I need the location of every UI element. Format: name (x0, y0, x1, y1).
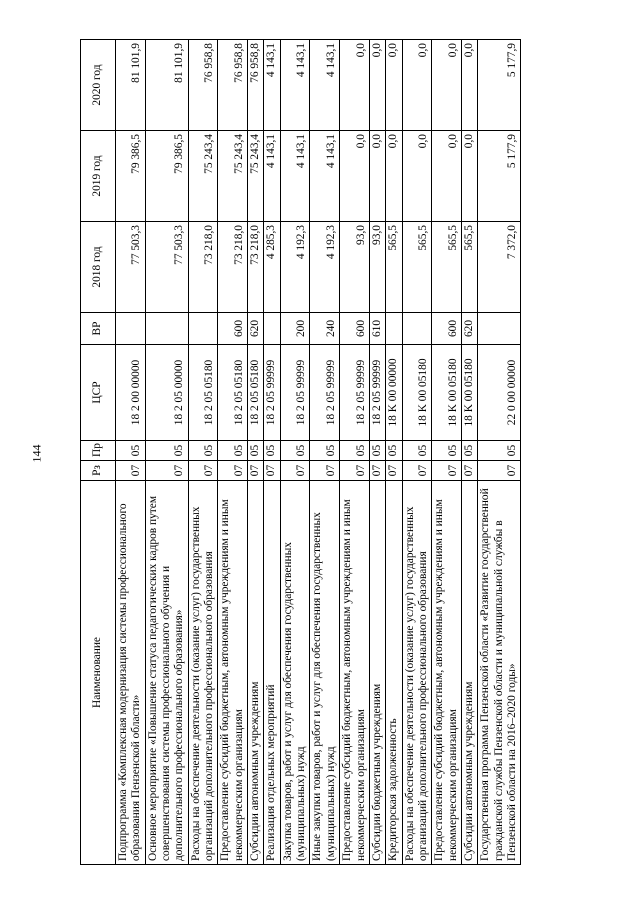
header-vr: ВР (81, 313, 116, 345)
cell-2018: 73 218,0 (188, 222, 218, 313)
header-2019: 2019 год (81, 131, 116, 222)
cell-2019: 4 143,1 (264, 131, 280, 222)
cell-csr: 18 2 05 99999 (310, 345, 340, 441)
cell-csr: 22 0 00 00000 (478, 345, 521, 441)
table-row (478, 40, 521, 865)
cell-pr: 05 (218, 441, 248, 461)
cell-vr: 600 (218, 313, 248, 345)
cell-2018: 565,5 (386, 222, 402, 313)
cell-vr (386, 313, 402, 345)
cell-vr (402, 313, 432, 345)
cell-pr: 05 (386, 441, 402, 461)
cell-2019: 0,0 (386, 131, 402, 222)
cell-vr: 200 (280, 313, 310, 345)
table-row (402, 40, 432, 865)
cell-2020: 0,0 (402, 40, 432, 131)
cell-rz: 07 (432, 461, 462, 481)
cell-csr: 18 2 00 00000 (116, 345, 146, 441)
cell-2018: 93,0 (340, 222, 370, 313)
table-container (80, 40, 636, 865)
header-name: Наименование (81, 481, 116, 865)
cell-2018: 4 285,3 (264, 222, 280, 313)
cell-name: Государственная программа Пензенской области «Развитие государственной гражданской службы Пензенской области и муниципальной службы в Пензенской области на 2016–2020 годы» (478, 481, 521, 865)
table-row (432, 40, 462, 865)
cell-2020: 0,0 (369, 40, 385, 131)
cell-vr (264, 313, 280, 345)
cell-2020: 76 958,8 (248, 40, 264, 131)
cell-rz: 07 (310, 461, 340, 481)
cell-vr: 620 (461, 313, 477, 345)
cell-2019: 75 243,4 (248, 131, 264, 222)
cell-rz: 07 (280, 461, 310, 481)
cell-2019: 0,0 (340, 131, 370, 222)
cell-rz: 07 (402, 461, 432, 481)
table-row (369, 40, 385, 865)
cell-2018: 93,0 (369, 222, 385, 313)
table-row (461, 40, 477, 865)
page-number: 144 (29, 444, 44, 463)
header-2018: 2018 год (81, 222, 116, 313)
cell-name: Реализация отдельных мероприятий (264, 481, 280, 865)
cell-rz: 07 (386, 461, 402, 481)
cell-pr: 05 (280, 441, 310, 461)
header-csr: ЦСР (81, 345, 116, 441)
cell-pr: 05 (369, 441, 385, 461)
budget-table (80, 39, 521, 865)
cell-name: Расходы на обеспечение деятельности (оказание услуг) государственных организаций дополнительного профессионального образования (188, 481, 218, 865)
cell-pr: 05 (432, 441, 462, 461)
table-row (248, 40, 264, 865)
cell-pr: 05 (478, 441, 521, 461)
cell-2019: 79 386,5 (145, 131, 188, 222)
cell-csr: 18 K 00 05180 (402, 345, 432, 441)
table-row (264, 40, 280, 865)
table-row (386, 40, 402, 865)
cell-vr: 240 (310, 313, 340, 345)
cell-2019: 4 143,1 (310, 131, 340, 222)
cell-rz: 07 (369, 461, 385, 481)
cell-csr: 18 K 00 05180 (461, 345, 477, 441)
cell-2019: 4 143,1 (280, 131, 310, 222)
cell-csr: 18 2 05 99999 (280, 345, 310, 441)
cell-pr: 05 (188, 441, 218, 461)
cell-2019: 5 177,9 (478, 131, 521, 222)
cell-2019: 0,0 (432, 131, 462, 222)
table-row (280, 40, 310, 865)
table-header-row (81, 40, 116, 865)
cell-csr: 18 2 05 05180 (218, 345, 248, 441)
cell-pr: 05 (461, 441, 477, 461)
cell-csr: 18 2 05 05180 (188, 345, 218, 441)
cell-rz: 07 (116, 461, 146, 481)
cell-2020: 76 958,8 (218, 40, 248, 131)
cell-pr: 05 (402, 441, 432, 461)
cell-2019: 0,0 (402, 131, 432, 222)
table-row (310, 40, 340, 865)
cell-name: Предоставление субсидий бюджетным, автономным учреждениям и иным некоммерческим организациям (218, 481, 248, 865)
cell-name: Иные закупки товаров, работ и услуг для обеспечения государственных (муниципальных) нужд (310, 481, 340, 865)
cell-name: Субсидии бюджетным учреждениям (369, 481, 385, 865)
cell-2020: 0,0 (432, 40, 462, 131)
cell-2019: 75 243,4 (188, 131, 218, 222)
cell-2018: 77 503,3 (116, 222, 146, 313)
cell-2020: 5 177,9 (478, 40, 521, 131)
cell-vr: 610 (369, 313, 385, 345)
cell-2018: 4 192,3 (280, 222, 310, 313)
table-row (218, 40, 248, 865)
cell-csr: 18 2 05 00000 (145, 345, 188, 441)
cell-2018: 565,5 (432, 222, 462, 313)
cell-vr: 620 (248, 313, 264, 345)
cell-rz: 07 (461, 461, 477, 481)
cell-2019: 0,0 (461, 131, 477, 222)
cell-2020: 81 101,9 (116, 40, 146, 131)
cell-2020: 0,0 (340, 40, 370, 131)
cell-pr: 05 (248, 441, 264, 461)
cell-2019: 0,0 (369, 131, 385, 222)
cell-2018: 565,5 (461, 222, 477, 313)
table-row (145, 40, 188, 865)
cell-rz: 07 (478, 461, 521, 481)
header-rz: Рз (81, 461, 116, 481)
cell-vr (478, 313, 521, 345)
cell-rz: 07 (145, 461, 188, 481)
cell-name: Подпрограмма «Комплексная модернизация системы профессионального образования Пензенской области» (116, 481, 146, 865)
cell-2019: 75 243,4 (218, 131, 248, 222)
cell-vr: 600 (340, 313, 370, 345)
cell-csr: 18 2 05 99999 (369, 345, 385, 441)
cell-pr: 05 (310, 441, 340, 461)
cell-csr: 18 2 05 99999 (264, 345, 280, 441)
cell-2019: 79 386,5 (116, 131, 146, 222)
cell-2020: 4 143,1 (264, 40, 280, 131)
cell-2018: 7 372,0 (478, 222, 521, 313)
cell-pr: 05 (145, 441, 188, 461)
rotated-table-frame (80, 40, 636, 865)
cell-name: Предоставление субсидий бюджетным, автономным учреждениям и иным некоммерческим организациям (432, 481, 462, 865)
cell-csr: 18 K 00 00000 (386, 345, 402, 441)
cell-vr (145, 313, 188, 345)
cell-2020: 4 143,1 (280, 40, 310, 131)
cell-rz: 07 (264, 461, 280, 481)
cell-rz: 07 (340, 461, 370, 481)
cell-2018: 73 218,0 (218, 222, 248, 313)
cell-name: Расходы на обеспечение деятельности (оказание услуг) государственных организаций дополнительного профессионального образования (402, 481, 432, 865)
cell-2018: 4 192,3 (310, 222, 340, 313)
cell-name: Субсидии автономным учреждениям (461, 481, 477, 865)
cell-name: Основное мероприятие «Повышение статуса педагогических кадров путем совершенствования системы профессионального обучения и дополнительного профессионального образования» (145, 481, 188, 865)
table-row (188, 40, 218, 865)
cell-2018: 77 503,3 (145, 222, 188, 313)
header-pr: Пр (81, 441, 116, 461)
cell-pr: 05 (264, 441, 280, 461)
cell-2018: 73 218,0 (248, 222, 264, 313)
cell-name: Предоставление субсидий бюджетным, автономным учреждениям и иным некоммерческим организациям (340, 481, 370, 865)
header-2020: 2020 год (81, 40, 116, 131)
cell-vr: 600 (432, 313, 462, 345)
cell-csr: 18 K 00 05180 (432, 345, 462, 441)
cell-2020: 76 958,8 (188, 40, 218, 131)
cell-name: Субсидии автономным учреждениям (248, 481, 264, 865)
cell-name: Закупка товаров, работ и услуг для обеспечения государственных (муниципальных) нужд (280, 481, 310, 865)
cell-2020: 0,0 (461, 40, 477, 131)
cell-rz: 07 (248, 461, 264, 481)
cell-csr: 18 2 05 99999 (340, 345, 370, 441)
table-row (116, 40, 146, 865)
cell-2020: 0,0 (386, 40, 402, 131)
cell-pr: 05 (116, 441, 146, 461)
cell-2020: 4 143,1 (310, 40, 340, 131)
cell-vr (188, 313, 218, 345)
cell-vr (116, 313, 146, 345)
cell-2018: 565,5 (402, 222, 432, 313)
cell-2020: 81 101,9 (145, 40, 188, 131)
cell-rz: 07 (188, 461, 218, 481)
cell-name: Кредиторская задолженность (386, 481, 402, 865)
table-body (116, 40, 521, 865)
cell-csr: 18 2 05 05180 (248, 345, 264, 441)
table-row (340, 40, 370, 865)
cell-pr: 05 (340, 441, 370, 461)
cell-rz: 07 (218, 461, 248, 481)
